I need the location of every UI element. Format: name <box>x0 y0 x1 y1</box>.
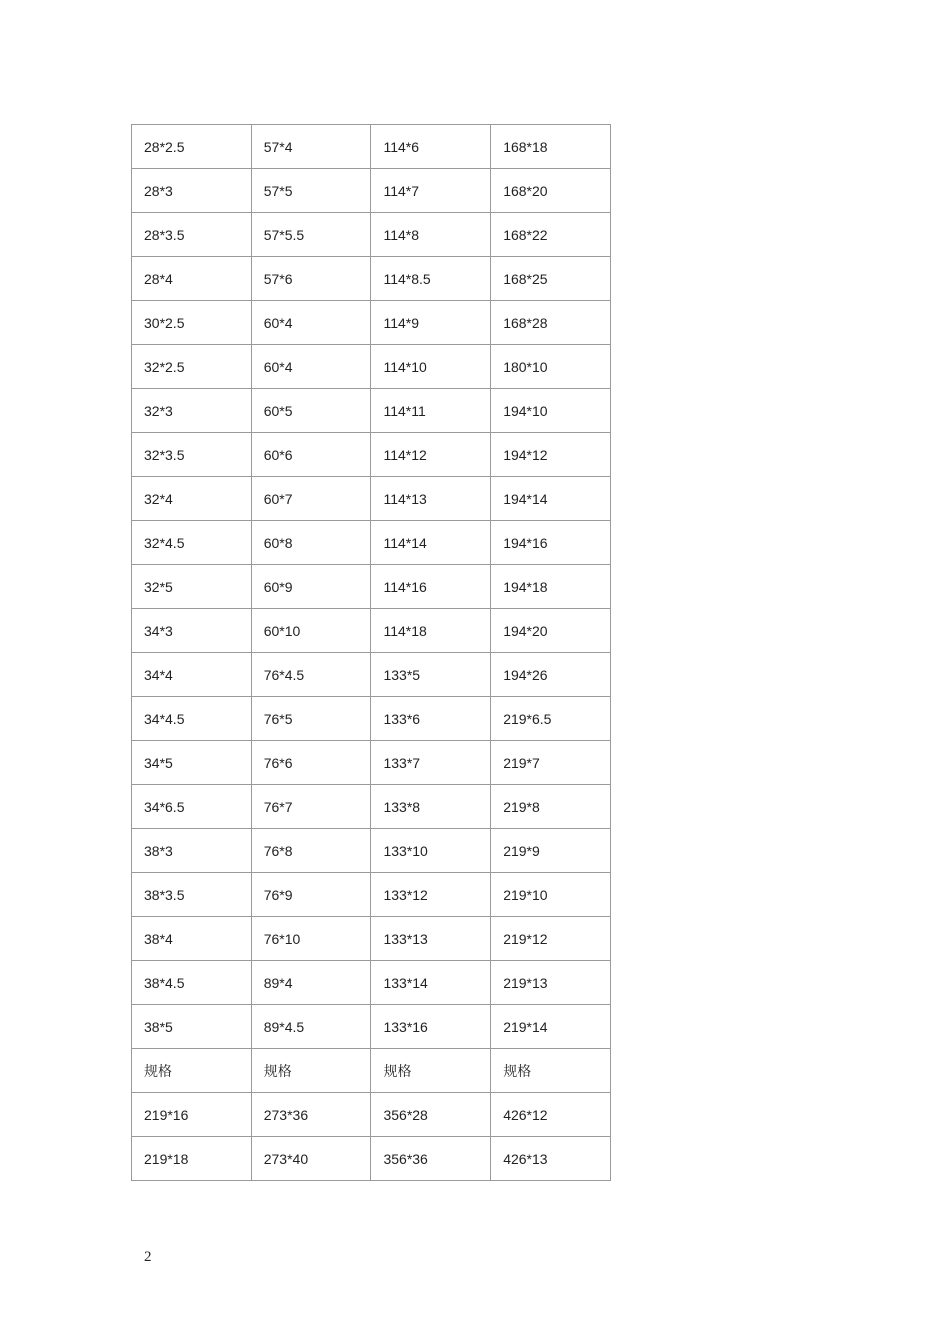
table-cell: 194*10 <box>491 389 611 433</box>
table-cell: 76*10 <box>251 917 371 961</box>
table-row <box>132 213 611 257</box>
table-cell: 57*5 <box>251 169 371 213</box>
table-cell: 133*5 <box>371 653 491 697</box>
table-cell: 426*12 <box>491 1093 611 1137</box>
table-cell: 28*2.5 <box>132 125 252 169</box>
table-cell: 426*13 <box>491 1137 611 1181</box>
table-row <box>132 829 611 873</box>
table-cell: 219*7 <box>491 741 611 785</box>
table-cell: 356*36 <box>371 1137 491 1181</box>
table-row <box>132 785 611 829</box>
table-cell: 168*22 <box>491 213 611 257</box>
table-cell: 32*4 <box>132 477 252 521</box>
table-cell: 28*4 <box>132 257 252 301</box>
table-cell: 219*18 <box>132 1137 252 1181</box>
table-row <box>132 609 611 653</box>
table-cell: 89*4.5 <box>251 1005 371 1049</box>
table-cell: 60*7 <box>251 477 371 521</box>
table-row <box>132 697 611 741</box>
table-cell: 219*16 <box>132 1093 252 1137</box>
table-cell: 114*9 <box>371 301 491 345</box>
table-cell: 28*3 <box>132 169 252 213</box>
table-cell: 38*4.5 <box>132 961 252 1005</box>
table-cell: 114*14 <box>371 521 491 565</box>
table-cell: 133*8 <box>371 785 491 829</box>
table-row <box>132 1093 611 1137</box>
table-cell: 60*9 <box>251 565 371 609</box>
table-cell: 219*9 <box>491 829 611 873</box>
page-number: 2 <box>144 1249 152 1265</box>
table-header-cell: 规格 <box>251 1049 371 1093</box>
table-cell: 57*5.5 <box>251 213 371 257</box>
table-cell: 32*5 <box>132 565 252 609</box>
table-cell: 168*25 <box>491 257 611 301</box>
table-cell: 168*28 <box>491 301 611 345</box>
table-cell: 60*4 <box>251 345 371 389</box>
table-cell: 32*2.5 <box>132 345 252 389</box>
spec-table-body <box>132 125 611 1181</box>
table-cell: 114*10 <box>371 345 491 389</box>
table-cell: 38*3.5 <box>132 873 252 917</box>
table-cell: 273*36 <box>251 1093 371 1137</box>
table-cell: 194*20 <box>491 609 611 653</box>
table-header-row <box>132 1049 611 1093</box>
table-cell: 30*2.5 <box>132 301 252 345</box>
table-cell: 114*16 <box>371 565 491 609</box>
table-cell: 76*7 <box>251 785 371 829</box>
table-cell: 28*3.5 <box>132 213 252 257</box>
table-row <box>132 917 611 961</box>
table-cell: 273*40 <box>251 1137 371 1181</box>
table-row <box>132 345 611 389</box>
table-cell: 60*5 <box>251 389 371 433</box>
table-cell: 194*26 <box>491 653 611 697</box>
table-cell: 114*7 <box>371 169 491 213</box>
table-cell: 133*10 <box>371 829 491 873</box>
table-cell: 76*9 <box>251 873 371 917</box>
table-cell: 32*3.5 <box>132 433 252 477</box>
table-cell: 114*6 <box>371 125 491 169</box>
table-cell: 114*18 <box>371 609 491 653</box>
table-cell: 60*8 <box>251 521 371 565</box>
table-cell: 219*10 <box>491 873 611 917</box>
table-row <box>132 961 611 1005</box>
table-cell: 219*12 <box>491 917 611 961</box>
table-cell: 114*8.5 <box>371 257 491 301</box>
table-cell: 38*4 <box>132 917 252 961</box>
table-row <box>132 257 611 301</box>
table-cell: 194*12 <box>491 433 611 477</box>
table-row <box>132 433 611 477</box>
table-cell: 219*14 <box>491 1005 611 1049</box>
table-cell: 57*6 <box>251 257 371 301</box>
table-row <box>132 301 611 345</box>
table-cell: 219*8 <box>491 785 611 829</box>
table-row <box>132 521 611 565</box>
table-cell: 34*4 <box>132 653 252 697</box>
table-cell: 32*3 <box>132 389 252 433</box>
spec-table <box>131 124 611 1181</box>
table-row <box>132 1005 611 1049</box>
table-cell: 133*7 <box>371 741 491 785</box>
table-row <box>132 169 611 213</box>
table-cell: 34*6.5 <box>132 785 252 829</box>
table-cell: 194*18 <box>491 565 611 609</box>
table-cell: 34*4.5 <box>132 697 252 741</box>
table-cell: 38*3 <box>132 829 252 873</box>
table-header-cell: 规格 <box>371 1049 491 1093</box>
table-cell: 38*5 <box>132 1005 252 1049</box>
table-row <box>132 477 611 521</box>
table-cell: 114*12 <box>371 433 491 477</box>
table-cell: 60*6 <box>251 433 371 477</box>
table-cell: 60*10 <box>251 609 371 653</box>
table-cell: 133*13 <box>371 917 491 961</box>
table-row <box>132 565 611 609</box>
table-header-cell: 规格 <box>132 1049 252 1093</box>
table-row <box>132 389 611 433</box>
table-cell: 114*8 <box>371 213 491 257</box>
table-row <box>132 1137 611 1181</box>
table-cell: 356*28 <box>371 1093 491 1137</box>
table-cell: 114*11 <box>371 389 491 433</box>
table-cell: 194*14 <box>491 477 611 521</box>
table-cell: 76*6 <box>251 741 371 785</box>
table-cell: 219*6.5 <box>491 697 611 741</box>
table-cell: 133*16 <box>371 1005 491 1049</box>
table-cell: 168*20 <box>491 169 611 213</box>
table-cell: 133*12 <box>371 873 491 917</box>
table-cell: 89*4 <box>251 961 371 1005</box>
table-cell: 219*13 <box>491 961 611 1005</box>
table-cell: 133*6 <box>371 697 491 741</box>
table-cell: 76*5 <box>251 697 371 741</box>
table-cell: 180*10 <box>491 345 611 389</box>
table-cell: 133*14 <box>371 961 491 1005</box>
table-header-cell: 规格 <box>491 1049 611 1093</box>
table-row <box>132 873 611 917</box>
table-cell: 60*4 <box>251 301 371 345</box>
table-cell: 34*5 <box>132 741 252 785</box>
table-cell: 114*13 <box>371 477 491 521</box>
table-cell: 76*8 <box>251 829 371 873</box>
table-row <box>132 741 611 785</box>
table-cell: 32*4.5 <box>132 521 252 565</box>
table-cell: 76*4.5 <box>251 653 371 697</box>
table-cell: 194*16 <box>491 521 611 565</box>
table-row <box>132 125 611 169</box>
table-cell: 57*4 <box>251 125 371 169</box>
table-cell: 168*18 <box>491 125 611 169</box>
table-row <box>132 653 611 697</box>
table-cell: 34*3 <box>132 609 252 653</box>
